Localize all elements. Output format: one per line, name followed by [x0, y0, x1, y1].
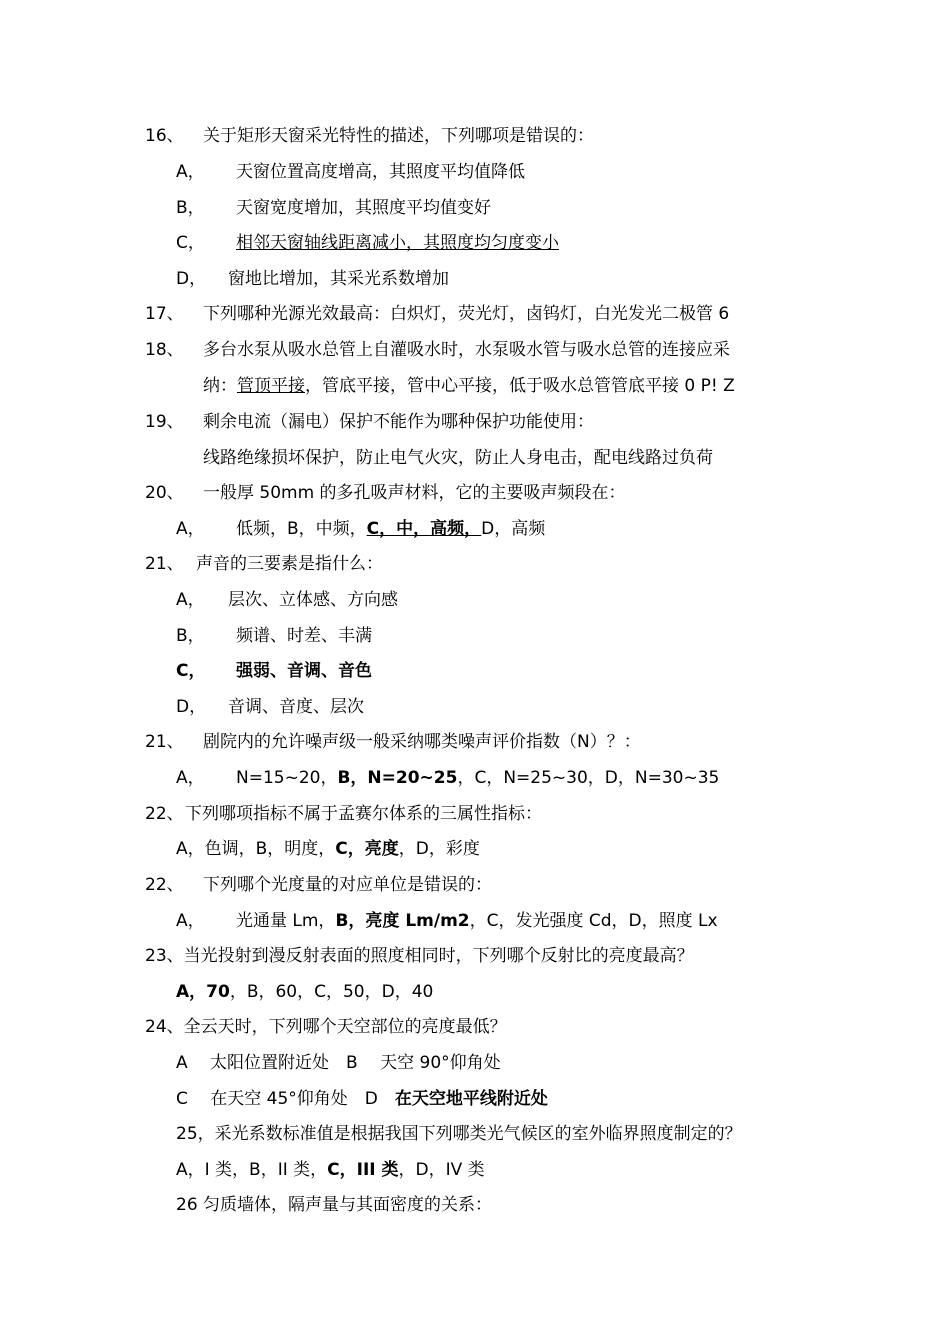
q21-option-a-text: 层次、立体感、方向感 [228, 590, 398, 610]
q21-option-c [236, 659, 372, 683]
q21b-question-text: 剧院内的允许噪声级一般采纳哪类噪声评价指数（N）？： [203, 732, 641, 752]
q24-options-cd-text: 在天空地平线附近处 [394, 1089, 548, 1109]
q18-question-cont [203, 374, 735, 398]
q21b-options [236, 766, 719, 790]
q24-options-cd-text: C 在天空 45°仰角处 D [176, 1089, 395, 1109]
q25-options-text: C，III 类 [327, 1160, 399, 1180]
q22b-question-text: 下列哪个光度量的对应单位是错误的： [203, 875, 492, 895]
q16-question-text: 关于矩形天窗采光特性的描述，下列哪项是错误的： [203, 126, 594, 146]
q21-question-number: 21、 [145, 554, 184, 574]
q21-option-a [228, 588, 398, 612]
q18-question-cont-text: ，管底平接，管中心平接，低于吸水总管管底平接 0 P! Z [305, 376, 735, 396]
q22b-options-text: B，亮度 Lm/m2 [335, 911, 470, 931]
q21-option-b [236, 624, 372, 648]
q20-options-number: A， [176, 519, 205, 539]
q16-option-a-number: A， [176, 162, 205, 182]
q16-option-b-text: 天窗宽度增加，其照度平均值变好 [236, 198, 491, 218]
q23-options [176, 980, 433, 1004]
q21b-question [203, 730, 641, 754]
q20-question-number: 20、 [145, 483, 184, 503]
q20-options [236, 517, 545, 541]
q19-options [203, 446, 713, 470]
q17-question [203, 302, 729, 326]
q21b-options-number: A， [176, 768, 205, 788]
q22-options-text: ，D，彩度 [398, 839, 480, 859]
q20-options-text: D，高频 [481, 519, 546, 539]
q21-option-a-number: A， [176, 590, 205, 610]
q26-question-text: 26 匀质墙体，隔声量与其面密度的关系： [176, 1195, 493, 1215]
q21-option-b-number: B， [176, 626, 205, 646]
q16-option-c-text: 相邻天窗轴线距离减小，其照度均匀度变小 [236, 233, 559, 253]
q16-option-d [228, 267, 449, 291]
q18-question-cont-text: 纳： [203, 376, 237, 396]
q24-options-ab [176, 1051, 501, 1075]
q22b-question-number: 22、 [145, 875, 184, 895]
q25-question [176, 1122, 742, 1146]
q24-question [145, 1015, 507, 1039]
q19-question-number: 19、 [145, 412, 184, 432]
q21-option-d-text: 音调、音度、层次 [228, 697, 364, 717]
q21-option-d [228, 695, 364, 719]
q22-options-text: C，亮度 [335, 839, 399, 859]
q16-option-a-text: 天窗位置高度增高，其照度平均值降低 [236, 162, 525, 182]
q25-options [176, 1158, 485, 1182]
q23-options-text: A，70 [176, 982, 230, 1002]
q23-question [145, 944, 694, 968]
q22-question-text: 下列哪项指标不属于孟赛尔体系的三属性指标： [185, 804, 542, 824]
q22b-question [203, 873, 492, 897]
q18-question-number: 18、 [145, 340, 184, 360]
q16-option-b-number: B， [176, 198, 205, 218]
q17-question-number: 17、 [145, 304, 184, 324]
q16-question [203, 124, 594, 148]
q22-options [176, 837, 480, 861]
q17-question-text: 下列哪种光源光效最高：白炽灯，荧光灯，卤钨灯，白光发光二极管 6 [203, 304, 730, 324]
q23-options-text: ，B，60，C，50，D，40 [229, 982, 434, 1002]
q18-question-cont-text: 管顶平接 [237, 376, 305, 396]
q21b-options-text: B，N=20~25 [337, 768, 458, 788]
q20-question-text: 一般厚 50mm 的多孔吸声材料，它的主要吸声频段在： [203, 483, 626, 503]
q22b-options-number: A， [176, 911, 205, 931]
q22b-options [236, 909, 718, 933]
q20-options-text: 低频，B，中频， [236, 519, 367, 539]
q21b-options-text: N=15~20， [236, 768, 338, 788]
q19-options-text: 线路绝缘损坏保护，防止电气火灾，防止人身电击，配电线路过负荷 [203, 448, 713, 468]
q16-option-c-number: C， [176, 233, 205, 253]
q21-question-text: 声音的三要素是指什么： [196, 554, 383, 574]
q20-options-text: C，中，高频， [366, 519, 482, 539]
q21-option-b-text: 频谱、时差、丰满 [236, 626, 372, 646]
q21-option-c-text: 强弱、音调、音色 [236, 661, 372, 681]
q22-options-text: A，色调，B，明度， [176, 839, 336, 859]
q16-option-d-number: D， [176, 269, 207, 289]
q24-options-ab-text: A 太阳位置附近处 B 天空 90°仰角处 [176, 1053, 501, 1073]
q21b-question-number: 21、 [145, 732, 184, 752]
q22-question-number: 22、 [145, 804, 184, 824]
q19-question-text: 剩余电流（漏电）保护不能作为哪种保护功能使用： [203, 412, 594, 432]
q21-option-c-number: C， [176, 661, 206, 681]
q19-question [203, 410, 594, 434]
q16-option-b [236, 196, 491, 220]
q25-question-text: 25，采光系数标准值是根据我国下列哪类光气候区的室外临界照度制定的？ [176, 1124, 742, 1144]
q18-question-text: 多台水泵从吸水总管上自灌吸水时，水泵吸水管与吸水总管的连接应采 [203, 340, 730, 360]
q21b-options-text: ，C，N=25~30，D，N=30~35 [457, 768, 720, 788]
q20-question [203, 481, 626, 505]
q18-question [203, 338, 730, 362]
q16-option-c [236, 231, 559, 255]
q16-option-d-text: 窗地比增加，其采光系数增加 [228, 269, 449, 289]
q22b-options-text: ，C，发光强度 Cd，D，照度 Lx [469, 911, 718, 931]
q21-question [196, 552, 383, 576]
q16-option-a [236, 160, 525, 184]
q16-question-number: 16、 [145, 126, 184, 146]
q26-question [176, 1193, 492, 1217]
q25-options-text: ，D，IV 类 [398, 1160, 485, 1180]
q22-question [185, 802, 542, 826]
q24-options-cd [176, 1087, 548, 1111]
q21-option-d-number: D， [176, 697, 207, 717]
q22b-options-text: 光通量 Lm， [236, 911, 336, 931]
q23-question-text: 23、当光投射到漫反射表面的照度相同时，下列哪个反射比的亮度最高？ [145, 946, 694, 966]
q25-options-text: A，I 类，B，II 类， [176, 1160, 328, 1180]
q24-question-text: 24、全云天时，下列哪个天空部位的亮度最低？ [145, 1017, 507, 1037]
